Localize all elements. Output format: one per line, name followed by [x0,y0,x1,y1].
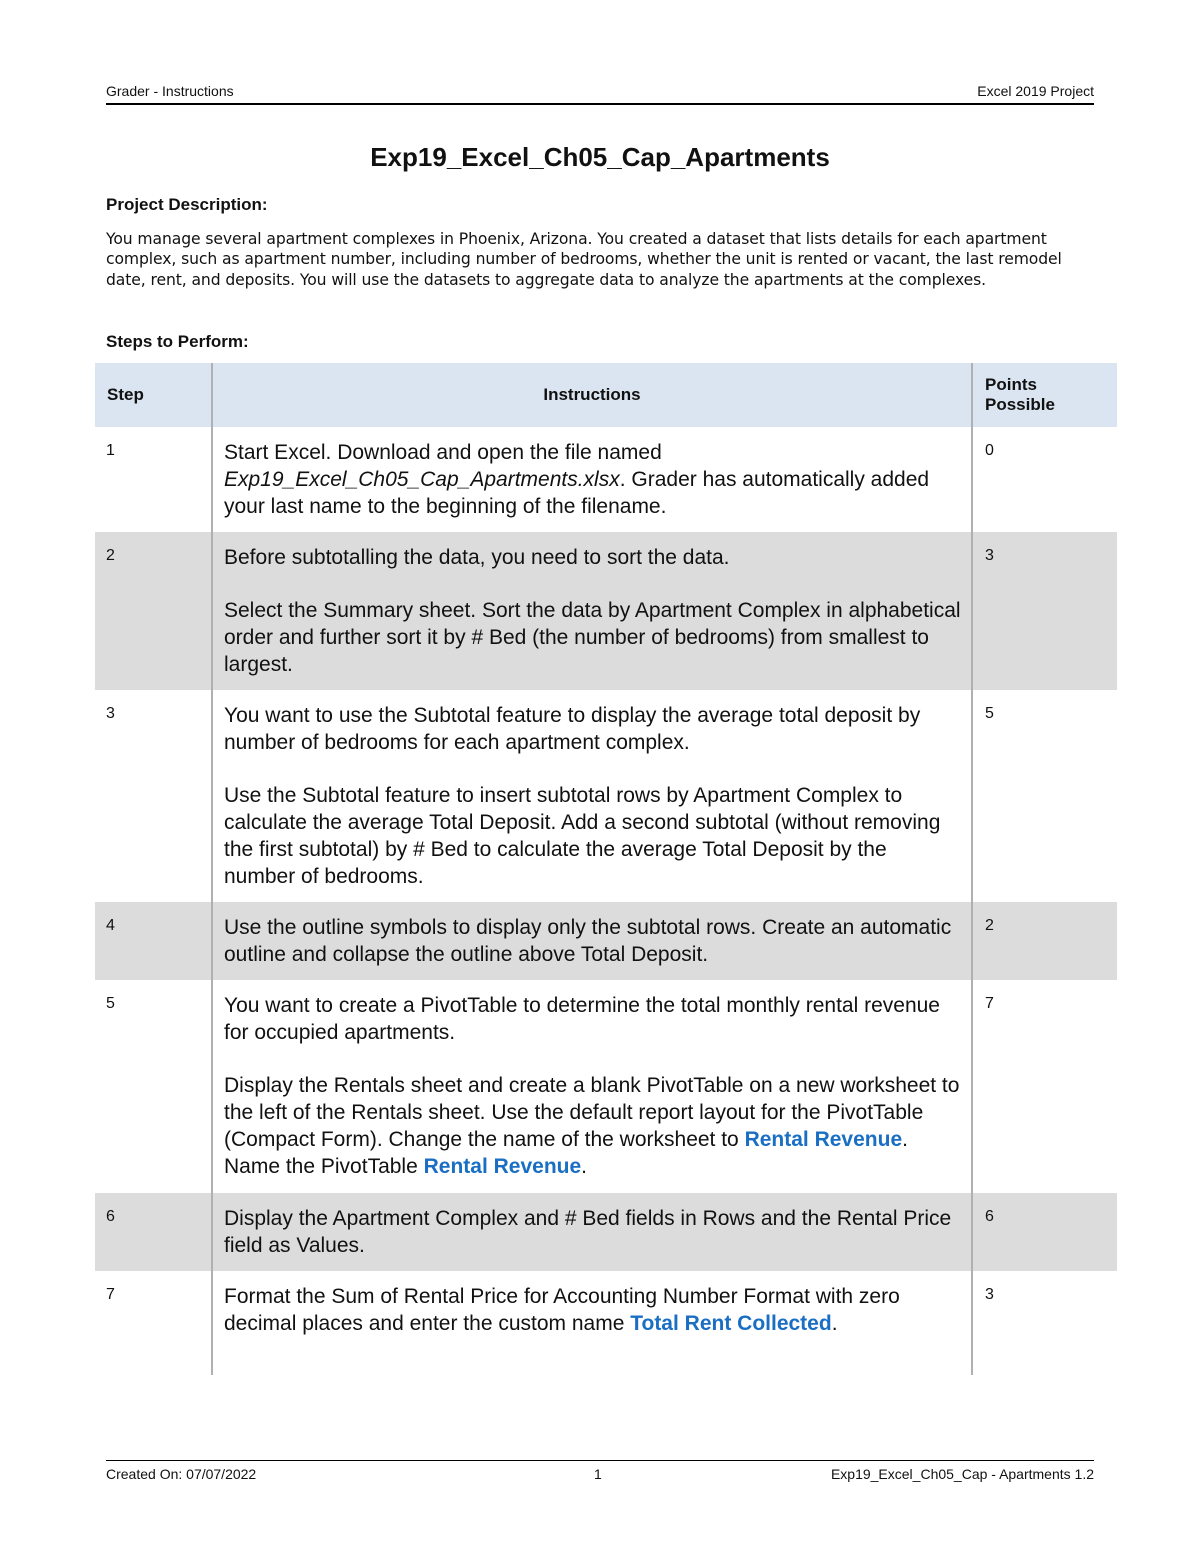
step-number: 7 [106,1286,115,1303]
instruction-paragraph [224,1283,961,1337]
instruction-paragraph: Select the Summary sheet. Sort the data by Apartment Complex in alphabetical order and further sort it by # Bed (the number of bedrooms) from smallest to largest. [224,599,961,676]
table-header-row [95,363,1117,427]
step-points: 5 [985,705,994,722]
highlight-pivottable-name: Rental Revenue [423,1155,582,1178]
highlight-custom-name: Total Rent Collected [630,1312,832,1335]
footer-page-number: 1 [594,1466,602,1482]
instruction-text: Start Excel. Download and open the file named [224,441,662,464]
project-description-label: Project Description: [106,195,268,214]
instruction-paragraph [224,439,961,520]
step-instructions [212,980,972,1193]
step-number: 2 [95,532,212,690]
instruction-paragraph: You want to use the Subtotal feature to display the average total deposit by number of bedrooms for each apartment complex. [224,704,921,754]
step-instructions [212,532,972,690]
instruction-filename: Exp19_Excel_Ch05_Cap_Apartments.xlsx [224,468,620,491]
step-points: 3 [972,532,1117,690]
header-points-line2: Possible [985,395,1055,414]
step-instructions [212,1271,972,1375]
instruction-text: Format the Sum of Rental Price for Accounting Number Format with zero decimal places and enter the custom name [224,1285,900,1335]
step-number: 1 [106,442,115,459]
step-number: 3 [106,705,115,722]
table-row [95,980,1117,1193]
instruction-text: . Name the PivotTable [224,1128,908,1178]
table-row [95,427,1117,532]
highlight-sheet-name: Rental Revenue [744,1128,903,1151]
instruction-paragraph: Before subtotalling the data, you need to sort the data. [224,546,730,569]
step-number: 5 [106,995,115,1012]
instruction-text: . [581,1155,588,1178]
header-points [972,363,1117,427]
project-description-text: You manage several apartment complexes in Phoenix, Arizona. You created a dataset that lists details for each apartment complex, such as apartment number, including number of bedrooms, whether the unit is rented or vacant, the last remodel date, rent, and deposits. You will use the datasets to aggregate data to analyze the apartments at the complexes. [106,230,1062,289]
step-instructions [212,902,972,980]
step-points: 3 [985,1286,994,1303]
page-footer [106,1460,1094,1486]
steps-label: Steps to Perform: [106,332,249,351]
table-row [95,902,1117,980]
page-header [106,83,1094,105]
instruction-text: . [831,1312,838,1335]
instruction-paragraph: Display the Apartment Complex and # Bed fields in Rows and the Rental Price field as Values. [224,1207,952,1257]
table-row [95,1271,1117,1375]
step-number: 4 [95,902,212,980]
table-row [95,1193,1117,1271]
footer-document-id: Exp19_Excel_Ch05_Cap - Apartments 1.2 [830,1466,1094,1482]
table-row [95,690,1117,902]
instruction-paragraph: You want to create a PivotTable to determine the total monthly rental revenue for occupied apartments. [224,994,940,1044]
header-right-text: Excel 2019 Project [977,83,1094,99]
header-left-text: Grader - Instructions [106,83,234,99]
instruction-paragraph: Use the outline symbols to display only the subtotal rows. Create an automatic outline and collapse the outline above Total Deposit. [224,916,952,966]
step-points: 0 [985,442,994,459]
step-points: 7 [985,995,994,1012]
header-points-line1: Points [985,375,1037,394]
instruction-text: Display the Rentals sheet and create a blank PivotTable on a new worksheet to the left of the Rentals sheet. Use the default report layout for the PivotTable (Compact Form). Change the name of the worksheet to [224,1074,960,1151]
footer-created-on: Created On: 07/07/2022 [106,1466,257,1482]
table-row [95,532,1117,690]
document-title: Exp19_Excel_Ch05_Cap_Apartments [370,142,830,172]
header-instructions: Instructions [212,363,972,427]
steps-table [95,363,1117,1375]
step-instructions [212,427,972,532]
step-points: 6 [972,1193,1117,1271]
step-points: 2 [972,902,1117,980]
header-step: Step [95,363,212,427]
instruction-paragraph: Use the Subtotal feature to insert subtotal rows by Apartment Complex to calculate the average Total Deposit. Add a second subtotal (without removing the first subtotal) by # Bed to calculate the average Total Deposit by the number of bedrooms. [224,784,941,888]
step-instructions [212,1193,972,1271]
instruction-text: . Grader has automatically added your last name to the beginning of the filename. [224,468,930,518]
instruction-paragraph [224,1072,961,1180]
step-number: 6 [95,1193,212,1271]
step-instructions [212,690,972,902]
